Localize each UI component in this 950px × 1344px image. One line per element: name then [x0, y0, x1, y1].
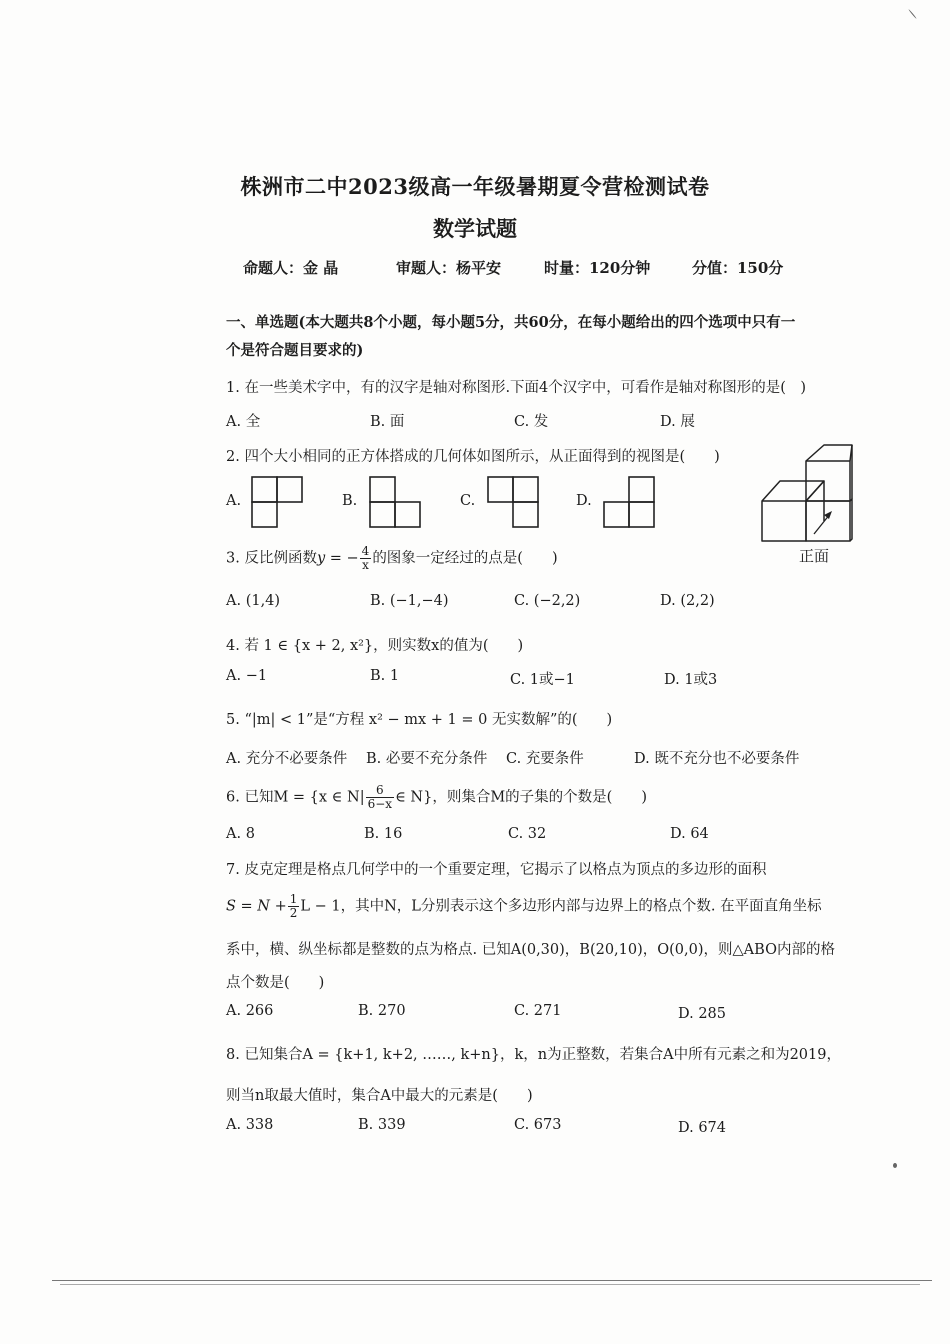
q6-stem-post: ∈ N}，则集合M的子集的个数是( ): [395, 789, 647, 806]
q3-option-d: D. (2,2): [660, 593, 715, 609]
q7-fraction-num: 1: [289, 892, 298, 906]
q5-option-a: A. 充分不必要条件: [226, 751, 348, 767]
q7-line2: [226, 893, 822, 920]
subject-title: 数学试题: [433, 216, 517, 241]
q3-fraction-num: 4: [361, 544, 370, 558]
q7-fraction-den: 2: [289, 906, 298, 920]
q2-stem: 2. 四个大小相同的正方体搭成的几何体如图所示，从正面得到的视图是( ): [226, 449, 720, 465]
q1-stem: 1. 在一些美术字中，有的汉字是轴对称图形.下面4个汉字中，可看作是轴对称图形的是( ): [226, 380, 807, 396]
q5-option-d: D. 既不充分也不必要条件: [634, 751, 800, 767]
q2-view-b-figure: [368, 475, 424, 531]
q7-formula-pre: S = N +: [226, 898, 287, 915]
q3-fraction: [360, 545, 372, 572]
q7-line4: 点个数是( ): [226, 975, 325, 991]
q4-option-d: D. 1或3: [664, 672, 718, 688]
q8-option-d: D. 674: [678, 1120, 727, 1136]
q7-option-c: C. 271: [514, 1003, 562, 1019]
q1-option-a: A. 全: [226, 414, 261, 430]
q3-option-a: A. (1,4): [226, 593, 281, 609]
q6-option-b: B. 16: [364, 826, 403, 842]
q3-fraction-den: x: [362, 558, 369, 572]
q7-line3: 系中，横、纵坐标都是整数的点为格点. 已知A(0,30)，B(20,10)，O(0,0)，则△ABO内部的格: [226, 942, 835, 958]
duration: 时量：120分钟: [544, 259, 651, 277]
scan-mark: [908, 9, 916, 19]
q2-cube-stack-figure: [758, 442, 858, 546]
q8-line1: 8. 已知集合A = {k+1, k+2, ……, k+n}，k，n为正整数，若集合A中所有元素之和为2019，: [226, 1047, 841, 1063]
q7-formula-post: L − 1，其中N，L分别表示这个多边形内部与边界上的格点个数. 在平面直角坐标: [300, 898, 822, 915]
q7-option-a: A. 266: [226, 1003, 274, 1019]
scan-speck: [893, 1163, 897, 1168]
q8-option-c: C. 673: [514, 1117, 562, 1133]
q6-option-a: A. 8: [226, 826, 255, 842]
q3-stem-pre: 3. 反比例函数: [226, 550, 317, 567]
q4-option-b: B. 1: [370, 668, 400, 684]
q2-option-d: D.: [576, 493, 592, 509]
q3-func: y = −: [316, 550, 359, 567]
q6-option-d: D. 64: [670, 826, 709, 842]
q8-line2: 则当n取最大值时，集合A中最大的元素是( ): [226, 1088, 533, 1104]
q6-fraction-num: 6: [366, 784, 394, 798]
q1-option-c: C. 发: [514, 414, 549, 430]
q4-option-a: A. −1: [226, 668, 268, 684]
q2-option-c: C.: [460, 493, 476, 509]
q2-option-b: B.: [342, 493, 358, 509]
q6-stem: [226, 784, 647, 811]
q1-option-d: D. 展: [660, 414, 695, 430]
q4-option-c: C. 1或−1: [510, 672, 575, 688]
q6-stem-pre: 6. 已知M = {x ∈ N|: [226, 789, 365, 806]
q7-option-b: B. 270: [358, 1003, 406, 1019]
q3-stem-post: 的图象一定经过的点是( ): [372, 550, 558, 567]
exam-title: 株洲市二中2023级高一年级暑期夏令营检测试卷: [240, 174, 710, 199]
setter: 命题人：金 晶: [243, 259, 339, 277]
q7-option-d: D. 285: [678, 1006, 727, 1022]
q7-line1: 7. 皮克定理是格点几何学中的一个重要定理，它揭示了以格点为顶点的多边形的面积: [226, 862, 767, 878]
q8-option-b: B. 339: [358, 1117, 406, 1133]
q3-option-c: C. (−2,2): [514, 593, 581, 609]
section-heading-line1: 一、单选题(本大题共8个小题，每小题5分，共60分，在每小题给出的四个选项中只有一: [226, 314, 796, 331]
q6-fraction: [366, 784, 394, 811]
q8-option-a: A. 338: [226, 1117, 274, 1133]
q6-fraction-den: 6−x: [367, 797, 393, 811]
page-bottom-edge-shadow: [60, 1284, 920, 1285]
q3-stem: [226, 545, 558, 572]
q5-option-b: B. 必要不充分条件: [366, 751, 488, 767]
q7-fraction: [288, 893, 300, 920]
q2-view-a-figure: [250, 475, 306, 531]
reviewer: 审题人：杨平安: [396, 259, 502, 277]
q2-view-d-figure: [602, 475, 658, 531]
q5-option-c: C. 充要条件: [506, 751, 584, 767]
q1-option-b: B. 面: [370, 414, 405, 430]
q5-stem: 5. “|m| < 1”是“方程 x² − mx + 1 = 0 无实数解”的( ): [226, 712, 613, 728]
q6-option-c: C. 32: [508, 826, 547, 842]
q4-stem: 4. 若 1 ∈ {x + 2, x²}，则实数x的值为( ): [226, 638, 524, 654]
page-bottom-edge: [52, 1280, 932, 1281]
q2-front-label: 正面: [799, 547, 830, 565]
q2-option-a: A.: [226, 493, 242, 509]
q3-option-b: B. (−1,−4): [370, 593, 449, 609]
total-score: 分值：150分: [692, 259, 784, 277]
q2-view-c-figure: [486, 475, 542, 531]
section-heading-line2: 个是符合题目要求的): [226, 342, 364, 359]
